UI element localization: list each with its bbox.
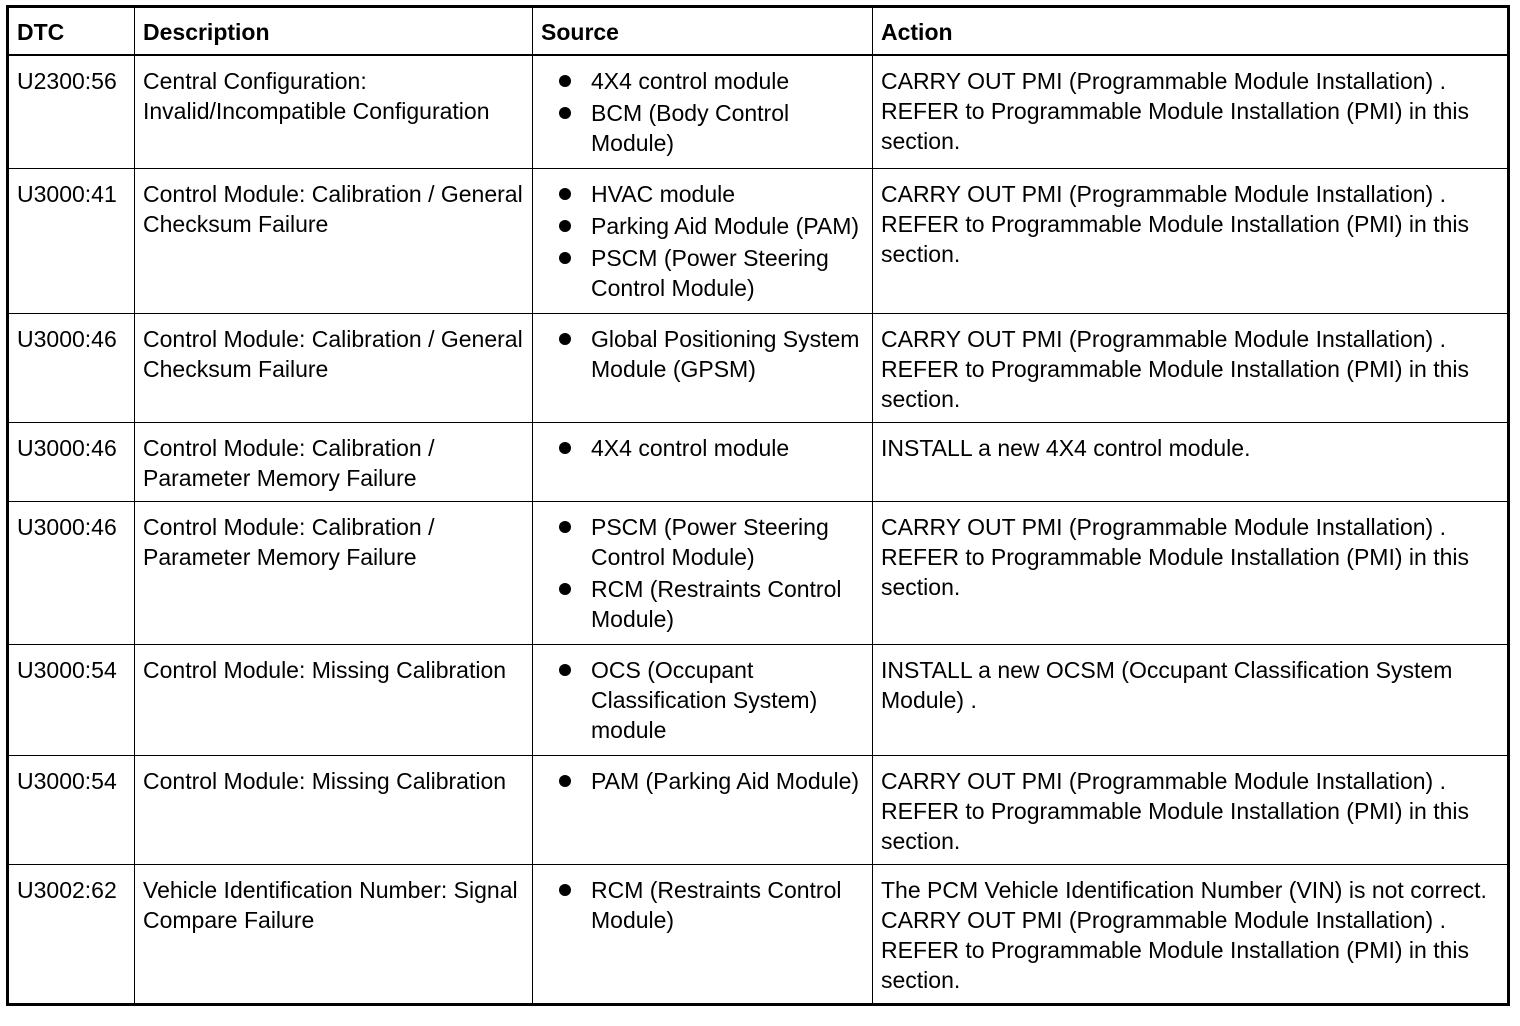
source-list [541,655,866,745]
dtc-code: U3002:62 [8,865,135,1005]
dtc-description: Vehicle Identification Number: Signal Compare Failure [135,865,533,1005]
bullet-icon [559,188,571,200]
dtc-code: U3000:46 [8,423,135,502]
bullet-icon [559,775,571,787]
header-description: Description [135,7,533,56]
source-list [541,433,866,463]
source-text: PSCM (Power Steering Control Module) [591,514,829,570]
dtc-source [533,502,873,645]
dtc-source [533,169,873,314]
source-text: PAM (Parking Aid Module) [591,768,860,794]
source-text: RCM (Restraints Control Module) [591,877,842,933]
bullet-icon [559,442,571,454]
dtc-source [533,756,873,865]
header-dtc: DTC [8,7,135,56]
source-list [541,875,866,935]
source-item [541,655,866,745]
source-text: RCM (Restraints Control Module) [591,576,842,632]
dtc-description: Central Configuration: Invalid/Incompatible Configuration [135,55,533,169]
bullet-icon [559,583,571,595]
dtc-source [533,55,873,169]
bullet-icon [559,107,571,119]
dtc-description: Control Module: Calibration / Parameter Memory Failure [135,423,533,502]
dtc-code: U3000:54 [8,645,135,756]
source-item [541,875,866,935]
header-action: Action [873,7,1509,56]
source-list [541,179,866,303]
table-row [8,865,1509,1005]
dtc-action: CARRY OUT PMI (Programmable Module Installation) . REFER to Programmable Module Installation (PMI) in this section. [873,314,1509,423]
source-item [541,433,866,463]
table-row [8,502,1509,645]
bullet-icon [559,333,571,345]
dtc-action: CARRY OUT PMI (Programmable Module Installation) . REFER to Programmable Module Installation (PMI) in this section. [873,55,1509,169]
source-item [541,574,866,634]
dtc-description: Control Module: Missing Calibration [135,756,533,865]
dtc-table [6,5,1510,1006]
table-body [8,55,1509,1005]
table-row [8,756,1509,865]
source-list [541,766,866,796]
dtc-code: U3000:41 [8,169,135,314]
dtc-code: U3000:46 [8,502,135,645]
dtc-action: CARRY OUT PMI (Programmable Module Installation) . REFER to Programmable Module Installation (PMI) in this section. [873,169,1509,314]
table-header [8,7,1509,56]
dtc-code: U3000:46 [8,314,135,423]
source-list [541,324,866,384]
bullet-icon [559,220,571,232]
bullet-icon [559,664,571,676]
source-text: HVAC module [591,181,736,207]
dtc-description: Control Module: Calibration / General Checksum Failure [135,169,533,314]
dtc-source [533,423,873,502]
dtc-action: CARRY OUT PMI (Programmable Module Installation) . REFER to Programmable Module Installation (PMI) in this section. [873,756,1509,865]
source-item [541,211,866,241]
source-text: OCS (Occupant Classification System) module [591,657,818,743]
source-text: 4X4 control module [591,435,790,461]
source-text: PSCM (Power Steering Control Module) [591,245,829,301]
bullet-icon [559,75,571,87]
dtc-code: U2300:56 [8,55,135,169]
dtc-description: Control Module: Calibration / General Checksum Failure [135,314,533,423]
source-item [541,243,866,303]
table-row [8,314,1509,423]
source-item [541,179,866,209]
source-text: Global Positioning System Module (GPSM) [591,326,860,382]
dtc-action: INSTALL a new 4X4 control module. [873,423,1509,502]
dtc-source [533,865,873,1005]
source-text: BCM (Body Control Module) [591,100,790,156]
source-item [541,324,866,384]
source-item [541,512,866,572]
table-row [8,645,1509,756]
source-list [541,66,866,158]
source-text: Parking Aid Module (PAM) [591,213,860,239]
table-row [8,169,1509,314]
source-item [541,98,866,158]
table-row [8,55,1509,169]
source-text: 4X4 control module [591,68,790,94]
dtc-action: CARRY OUT PMI (Programmable Module Installation) . REFER to Programmable Module Installation (PMI) in this section. [873,502,1509,645]
dtc-source [533,645,873,756]
source-list [541,512,866,634]
dtc-action: The PCM Vehicle Identification Number (VIN) is not correct. CARRY OUT PMI (Programmable Module Installation) . REFER to Programmable Module Installation (PMI) in this section. [873,865,1509,1005]
header-row [8,7,1509,56]
dtc-description: Control Module: Missing Calibration [135,645,533,756]
dtc-description: Control Module: Calibration / Parameter Memory Failure [135,502,533,645]
source-item [541,66,866,96]
dtc-code: U3000:54 [8,756,135,865]
bullet-icon [559,884,571,896]
header-source: Source [533,7,873,56]
table-row [8,423,1509,502]
bullet-icon [559,252,571,264]
source-item [541,766,866,796]
bullet-icon [559,521,571,533]
dtc-source [533,314,873,423]
dtc-action: INSTALL a new OCSM (Occupant Classification System Module) . [873,645,1509,756]
